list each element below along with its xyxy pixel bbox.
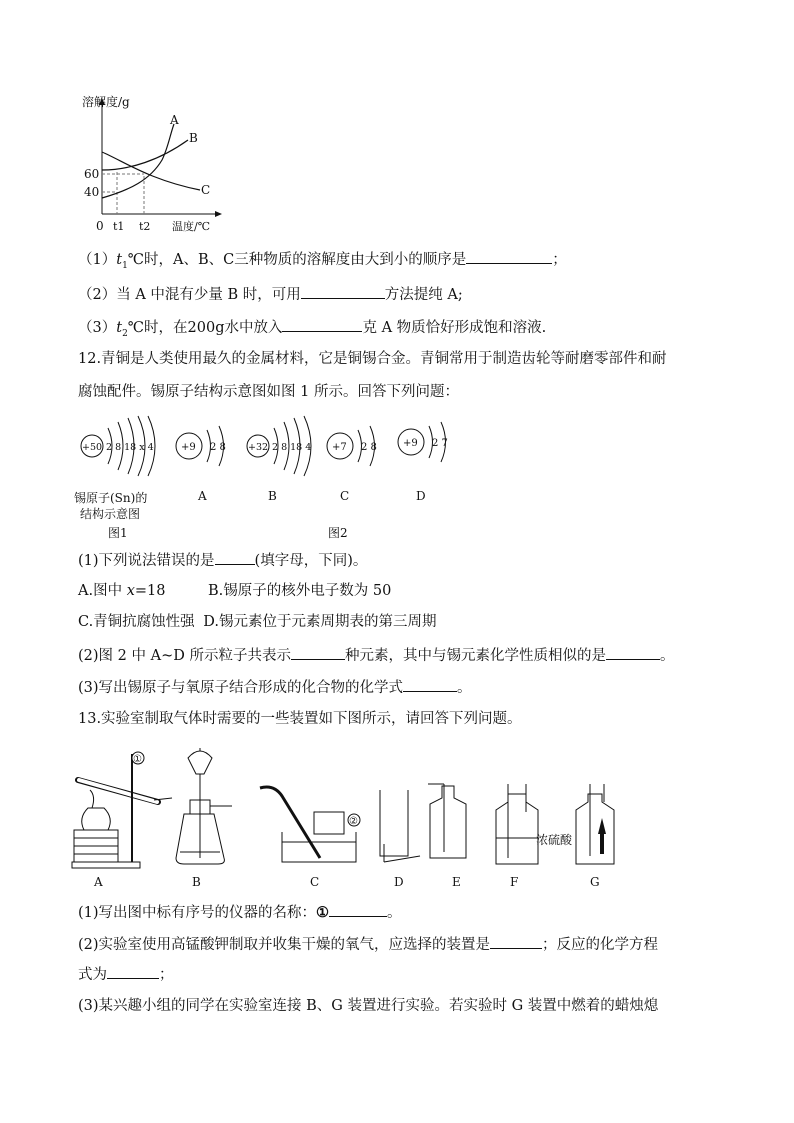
sn-atom-diagram (81, 416, 155, 476)
x-axis-arrow (215, 211, 222, 217)
svg-text:C: C (310, 875, 320, 889)
apparatus-a (72, 752, 172, 889)
sn-caption-line1: 锡原子(Sn)的 (74, 491, 148, 505)
svg-text:+50: +50 (82, 442, 103, 453)
svg-text:①: ① (133, 754, 142, 765)
option-d: D.锡元素位于元素周期表的第三周期 (203, 614, 437, 630)
option-a: A.图中 x=18 (78, 583, 166, 599)
q12-sub3: (3)写出锡原子与氧原子结合形成的化合物的化学式 。 (78, 677, 472, 698)
sn-caption-line2: 结构示意图 (80, 507, 141, 521)
atom-label-b: B (268, 489, 277, 503)
apparatus-f (496, 784, 573, 889)
atom-diagrams (74, 408, 474, 484)
y-axis-label: 溶解度/g (82, 95, 130, 109)
q13-sub2-line2: 式为 ； (78, 964, 174, 985)
q13-sub3: (3)某兴趣小组的同学在实验室连接 B、G 装置进行实验。若实验时 G 装置中燃着的蜡烛熄 (78, 998, 659, 1014)
svg-text:+7: +7 (332, 442, 347, 453)
apparatus-e (428, 784, 466, 889)
svg-text:2 8: 2 8 (210, 442, 226, 453)
q13-sub2: (2)实验室使用高锰酸钾制取并收集干燥的氧气，应选择的装置是 ；反应的化学方程 (78, 934, 658, 955)
svg-text:2 8 18 4: 2 8 18 4 (272, 442, 312, 453)
q12-sub2: (2)图 2 中 A~D 所示粒子共表示 种元素，其中与锡元素化学性质相似的是 。 (78, 645, 674, 666)
x-axis-label: 温度/℃ (172, 220, 211, 233)
apparatus-b (176, 748, 232, 889)
option-b: B.锡原子的核外电子数为 50 (208, 583, 392, 599)
atom-label-c: C (340, 489, 350, 503)
atom-label-d: D (416, 489, 426, 503)
answer-blank-q13-1[interactable] (329, 902, 387, 917)
q12-options-ab (78, 581, 392, 601)
q11-part1: $(1)t_1℃$时，A、B、C三种物质的溶解度由大到小的顺序是 ； (78, 249, 567, 276)
answer-blank-q11-2[interactable] (301, 284, 385, 299)
svg-text:+32: +32 (248, 442, 269, 453)
apparatus-g (576, 784, 614, 889)
apparatus-d (380, 790, 420, 889)
svg-text:+9: +9 (181, 442, 196, 453)
curve-b (102, 140, 188, 170)
x-tick-0: 0 (96, 219, 104, 233)
atom-b-diagram (247, 416, 311, 476)
svg-text:浓硫酸: 浓硫酸 (536, 833, 573, 847)
answer-blank-q12-3[interactable] (403, 677, 457, 692)
q11-part3: $(3)t_2℃$时，在200g水中放入 克 A 物质恰好形成饱和溶液. (78, 317, 546, 344)
answer-blank-q13-2a[interactable] (490, 934, 542, 949)
figure-1-caption: 图1 (108, 526, 128, 540)
svg-text:+9: +9 (403, 438, 418, 449)
y-tick-40: 40 (84, 185, 100, 199)
svg-text:②: ② (349, 816, 358, 827)
apparatus-c (260, 787, 360, 889)
atom-label-a: A (198, 489, 207, 503)
curve-a (102, 124, 174, 198)
q13-intro: 13.实验室制取气体时需要的一些装置如下图所示，请回答下列问题。 (78, 711, 522, 727)
atom-d-diagram (398, 422, 448, 462)
svg-text:G: G (590, 875, 600, 889)
q12-options-cd (78, 612, 437, 632)
answer-blank-q12-2b[interactable] (606, 645, 660, 660)
y-tick-60: 60 (84, 167, 100, 181)
q13-sub1: (1)写出图中标有序号的仪器的名称：① 。 (78, 904, 402, 921)
lab-apparatus-figure (68, 740, 628, 890)
series-label-a: A (170, 113, 179, 127)
svg-text:D: D (394, 875, 404, 889)
answer-blank-q12-2a[interactable] (291, 645, 345, 660)
svg-text:F: F (510, 875, 519, 889)
svg-text:E: E (452, 875, 461, 889)
answer-blank-q11-1[interactable] (466, 249, 552, 264)
q11-part2: （2）当 A 中混有少量 B 时，可用 方法提纯 A; (78, 284, 463, 305)
atom-a-diagram (176, 426, 226, 466)
series-label-c: C (201, 183, 211, 197)
option-c: C.青铜抗腐蚀性强 (78, 614, 195, 630)
svg-text:A: A (94, 875, 103, 889)
atom-c-diagram (327, 426, 377, 466)
q12-intro-line2: 腐蚀配件。锡原子结构示意图如图 1 所示。回答下列问题： (78, 384, 459, 400)
x-tick-t2: t2 (139, 220, 151, 233)
answer-blank-q12-1[interactable] (215, 550, 255, 565)
answer-blank-q11-3[interactable] (282, 317, 362, 332)
figure-2-caption: 图2 (328, 526, 348, 540)
series-label-b: B (189, 131, 198, 145)
solubility-chart (70, 90, 240, 240)
x-tick-t1: t1 (113, 220, 125, 233)
circled-number-1: ① (316, 904, 330, 921)
q12-sub1: (1)下列说法错误的是 (填字母，下同)。 (78, 550, 367, 571)
svg-text:2 8: 2 8 (361, 442, 377, 453)
svg-text:B: B (192, 875, 201, 889)
svg-text:2 7: 2 7 (432, 438, 448, 449)
svg-text:2 8 18 x 4: 2 8 18 x 4 (106, 442, 154, 453)
q12-intro-line1: 12.青铜是人类使用最久的金属材料，它是铜锡合金。青铜常用于制造齿轮等耐磨零部件和耐 (78, 351, 667, 367)
answer-blank-q13-2b[interactable] (107, 964, 159, 979)
